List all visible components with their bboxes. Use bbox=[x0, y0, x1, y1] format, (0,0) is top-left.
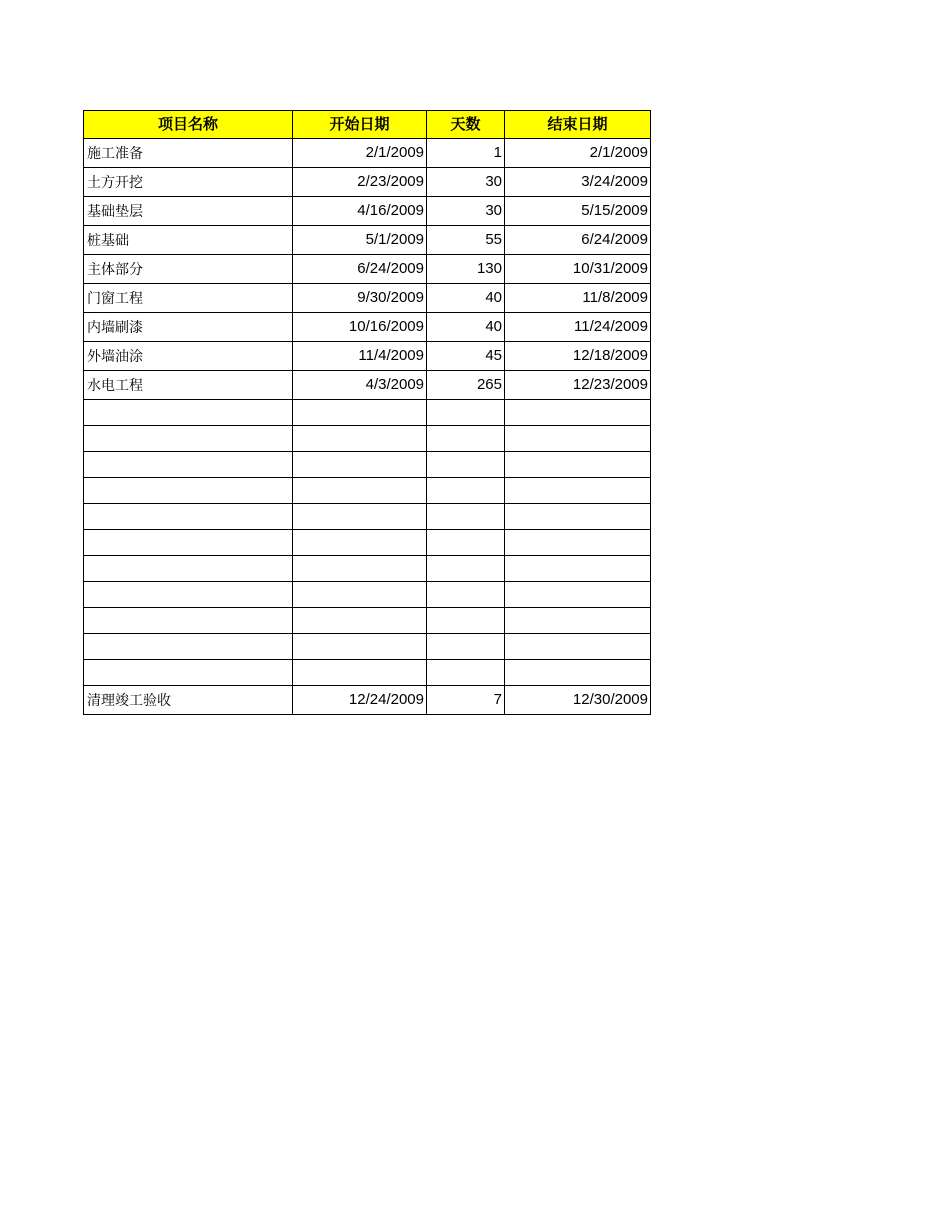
cell-days[interactable]: 45 bbox=[427, 342, 505, 371]
cell-days[interactable] bbox=[427, 660, 505, 686]
cell-days[interactable] bbox=[427, 452, 505, 478]
cell-project-name[interactable] bbox=[84, 426, 293, 452]
cell-project-name[interactable] bbox=[84, 504, 293, 530]
cell-start-date[interactable]: 2/23/2009 bbox=[293, 168, 427, 197]
cell-start-date[interactable]: 4/16/2009 bbox=[293, 197, 427, 226]
table-row bbox=[84, 660, 651, 686]
cell-end-date[interactable] bbox=[505, 426, 651, 452]
cell-end-date[interactable]: 12/23/2009 bbox=[505, 371, 651, 400]
table-row bbox=[84, 139, 651, 168]
cell-end-date[interactable]: 6/24/2009 bbox=[505, 226, 651, 255]
table-row bbox=[84, 452, 651, 478]
cell-end-date[interactable] bbox=[505, 608, 651, 634]
table-row bbox=[84, 556, 651, 582]
cell-start-date[interactable]: 4/3/2009 bbox=[293, 371, 427, 400]
cell-days[interactable] bbox=[427, 582, 505, 608]
cell-start-date[interactable] bbox=[293, 660, 427, 686]
cell-project-name[interactable]: 桩基础 bbox=[84, 226, 293, 255]
cell-project-name[interactable]: 施工准备 bbox=[84, 139, 293, 168]
cell-project-name[interactable]: 基础垫层 bbox=[84, 197, 293, 226]
cell-days[interactable] bbox=[427, 400, 505, 426]
table-row bbox=[84, 313, 651, 342]
table-row bbox=[84, 504, 651, 530]
cell-start-date[interactable]: 9/30/2009 bbox=[293, 284, 427, 313]
cell-days[interactable] bbox=[427, 504, 505, 530]
cell-start-date[interactable] bbox=[293, 530, 427, 556]
cell-project-name[interactable] bbox=[84, 608, 293, 634]
cell-start-date[interactable] bbox=[293, 582, 427, 608]
cell-project-name[interactable]: 土方开挖 bbox=[84, 168, 293, 197]
table-row bbox=[84, 400, 651, 426]
table-row bbox=[84, 634, 651, 660]
schedule-table bbox=[83, 110, 651, 715]
cell-start-date[interactable]: 11/4/2009 bbox=[293, 342, 427, 371]
cell-start-date[interactable] bbox=[293, 608, 427, 634]
cell-start-date[interactable] bbox=[293, 400, 427, 426]
cell-days[interactable] bbox=[427, 634, 505, 660]
cell-end-date[interactable]: 11/8/2009 bbox=[505, 284, 651, 313]
header-project-name[interactable]: 项目名称 bbox=[84, 111, 293, 139]
table-row bbox=[84, 608, 651, 634]
cell-start-date[interactable]: 2/1/2009 bbox=[293, 139, 427, 168]
cell-start-date[interactable] bbox=[293, 452, 427, 478]
cell-start-date[interactable]: 12/24/2009 bbox=[293, 686, 427, 715]
cell-project-name[interactable] bbox=[84, 582, 293, 608]
cell-start-date[interactable] bbox=[293, 556, 427, 582]
cell-project-name[interactable] bbox=[84, 530, 293, 556]
cell-end-date[interactable] bbox=[505, 530, 651, 556]
table-row bbox=[84, 530, 651, 556]
header-row bbox=[84, 111, 651, 139]
cell-start-date[interactable]: 10/16/2009 bbox=[293, 313, 427, 342]
cell-days[interactable]: 40 bbox=[427, 284, 505, 313]
cell-start-date[interactable] bbox=[293, 504, 427, 530]
cell-days[interactable] bbox=[427, 478, 505, 504]
cell-project-name[interactable] bbox=[84, 478, 293, 504]
cell-start-date[interactable] bbox=[293, 426, 427, 452]
cell-end-date[interactable] bbox=[505, 478, 651, 504]
cell-days[interactable]: 7 bbox=[427, 686, 505, 715]
header-days[interactable]: 天数 bbox=[427, 111, 505, 139]
cell-project-name[interactable]: 主体部分 bbox=[84, 255, 293, 284]
cell-project-name[interactable]: 外墙油涂 bbox=[84, 342, 293, 371]
table-row bbox=[84, 284, 651, 313]
cell-days[interactable]: 30 bbox=[427, 197, 505, 226]
cell-days[interactable] bbox=[427, 608, 505, 634]
cell-end-date[interactable] bbox=[505, 634, 651, 660]
cell-end-date[interactable] bbox=[505, 504, 651, 530]
table-row bbox=[84, 342, 651, 371]
table-row bbox=[84, 582, 651, 608]
cell-days[interactable] bbox=[427, 556, 505, 582]
cell-days[interactable]: 1 bbox=[427, 139, 505, 168]
cell-end-date[interactable] bbox=[505, 452, 651, 478]
cell-end-date[interactable] bbox=[505, 660, 651, 686]
table-row bbox=[84, 197, 651, 226]
cell-start-date[interactable] bbox=[293, 478, 427, 504]
cell-end-date[interactable] bbox=[505, 556, 651, 582]
cell-project-name[interactable]: 门窗工程 bbox=[84, 284, 293, 313]
header-start-date[interactable]: 开始日期 bbox=[293, 111, 427, 139]
cell-end-date[interactable]: 12/30/2009 bbox=[505, 686, 651, 715]
cell-end-date[interactable]: 12/18/2009 bbox=[505, 342, 651, 371]
cell-project-name[interactable]: 水电工程 bbox=[84, 371, 293, 400]
cell-days[interactable]: 40 bbox=[427, 313, 505, 342]
cell-end-date[interactable]: 5/15/2009 bbox=[505, 197, 651, 226]
cell-start-date[interactable]: 6/24/2009 bbox=[293, 255, 427, 284]
header-end-date[interactable]: 结束日期 bbox=[505, 111, 651, 139]
table-row bbox=[84, 478, 651, 504]
cell-end-date[interactable]: 11/24/2009 bbox=[505, 313, 651, 342]
table-row bbox=[84, 371, 651, 400]
cell-days[interactable] bbox=[427, 530, 505, 556]
table-row bbox=[84, 426, 651, 452]
cell-project-name[interactable] bbox=[84, 634, 293, 660]
table-row bbox=[84, 168, 651, 197]
cell-end-date[interactable] bbox=[505, 400, 651, 426]
cell-project-name[interactable]: 内墙刷漆 bbox=[84, 313, 293, 342]
table-row bbox=[84, 255, 651, 284]
table-row bbox=[84, 226, 651, 255]
table-body bbox=[84, 139, 651, 715]
cell-days[interactable]: 130 bbox=[427, 255, 505, 284]
cell-start-date[interactable] bbox=[293, 634, 427, 660]
cell-project-name[interactable]: 清理竣工验收 bbox=[84, 686, 293, 715]
cell-end-date[interactable]: 3/24/2009 bbox=[505, 168, 651, 197]
cell-project-name[interactable] bbox=[84, 452, 293, 478]
cell-project-name[interactable] bbox=[84, 556, 293, 582]
cell-days[interactable]: 55 bbox=[427, 226, 505, 255]
cell-days[interactable]: 30 bbox=[427, 168, 505, 197]
cell-days[interactable]: 265 bbox=[427, 371, 505, 400]
cell-days[interactable] bbox=[427, 426, 505, 452]
cell-start-date[interactable]: 5/1/2009 bbox=[293, 226, 427, 255]
table-row bbox=[84, 686, 651, 715]
cell-project-name[interactable] bbox=[84, 400, 293, 426]
cell-end-date[interactable] bbox=[505, 582, 651, 608]
cell-project-name[interactable] bbox=[84, 660, 293, 686]
cell-end-date[interactable]: 2/1/2009 bbox=[505, 139, 651, 168]
cell-end-date[interactable]: 10/31/2009 bbox=[505, 255, 651, 284]
